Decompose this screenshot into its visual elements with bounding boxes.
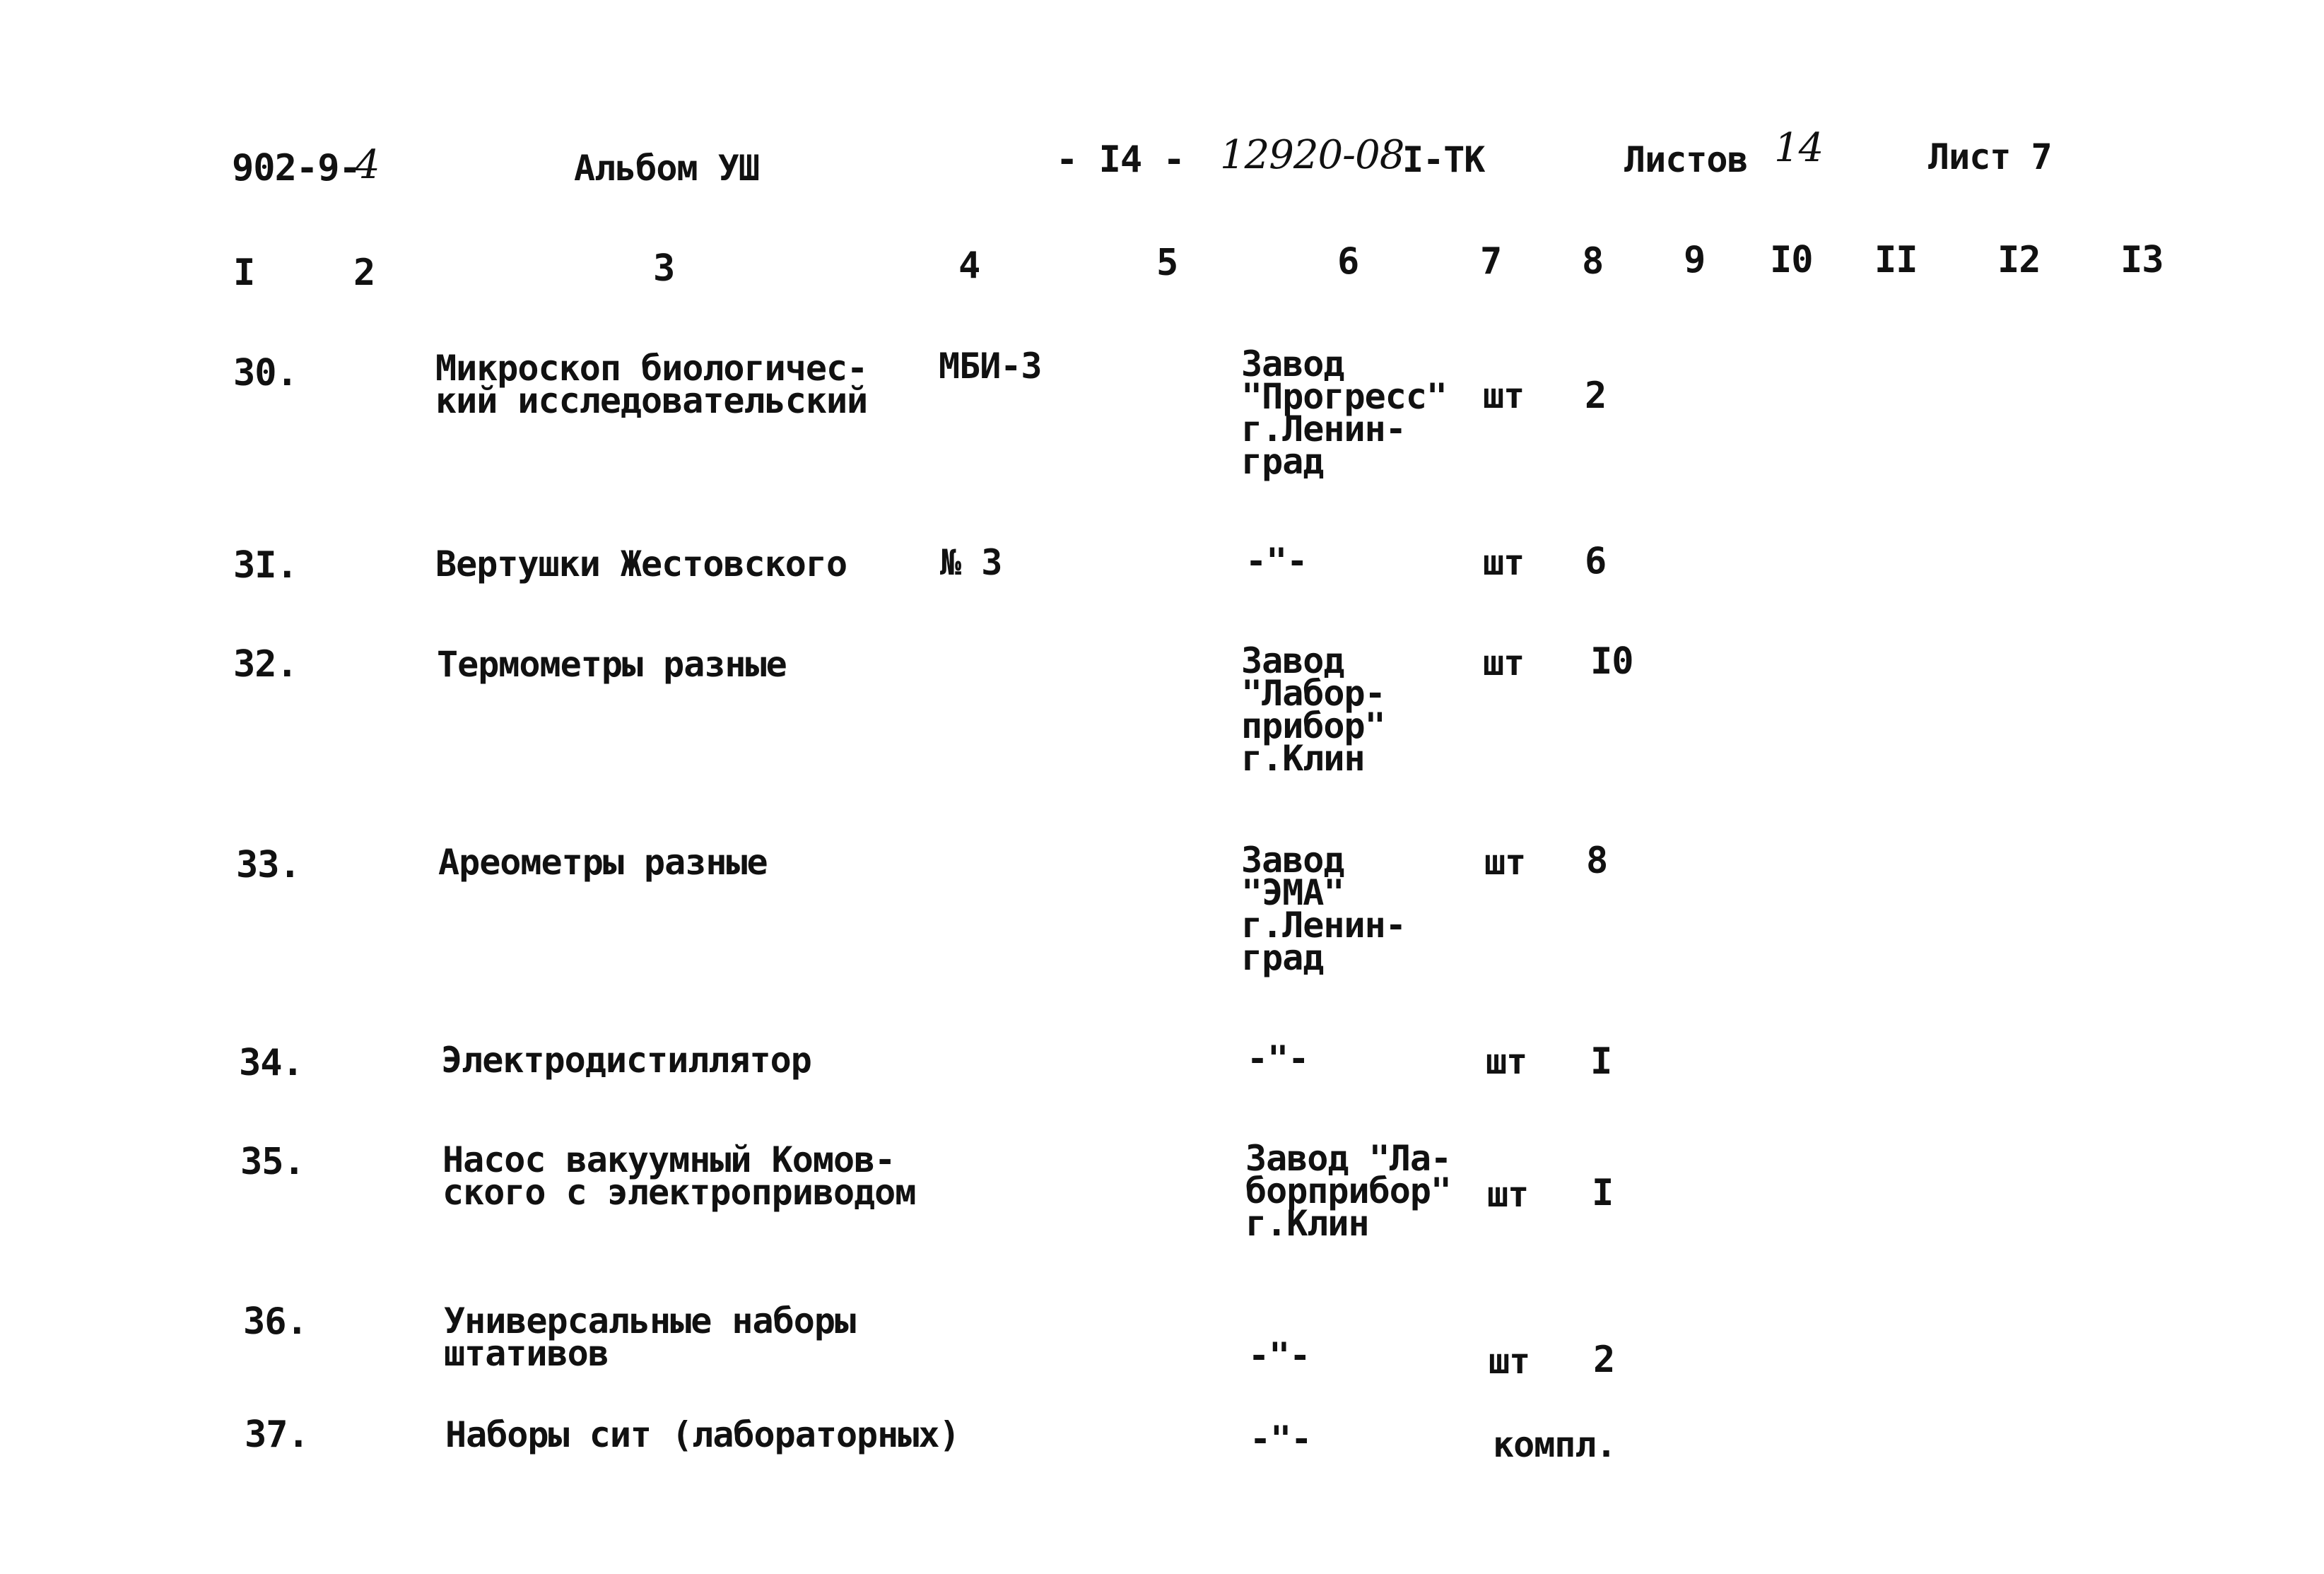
item-manufacturer: Завод "Прогресс" г.Ленин- град [1241,343,1448,482]
item-unit: шт [1483,375,1525,416]
row-number: 34. [239,1042,303,1084]
item-manufacturer: Завод "ЭМА" г.Ленин- град [1241,840,1406,978]
order-number-handwritten: 12920-08 [1220,132,1404,178]
item-name: Электродистиллятор [441,1040,811,1081]
item-quantity: I [1592,1172,1614,1214]
item-unit: шт [1486,1041,1527,1082]
item-unit: шт [1484,842,1526,883]
row-number: 33. [236,844,300,886]
item-type: МБИ-3 [939,346,1042,387]
column-number: 5 [1156,242,1178,284]
page-number: - I4 - [1056,139,1185,181]
item-name: Универсальные наборы штативов [444,1300,856,1374]
column-number: I3 [2120,239,2164,281]
item-quantity: 6 [1585,540,1607,582]
section-code: I-ТК [1402,139,1485,180]
doc-code-handwritten: 4 [355,142,380,188]
item-quantity: I0 [1590,640,1633,683]
item-manufacturer: -"- [1247,1038,1309,1079]
column-number: 9 [1684,239,1706,281]
item-name: Термометры разные [437,644,787,685]
item-quantity: 2 [1585,375,1607,417]
row-number: 36. [243,1300,307,1343]
item-manufacturer: -"- [1248,1335,1310,1376]
item-name: Ареометры разные [438,842,768,883]
row-number: 35. [240,1141,305,1183]
column-number: 3 [653,247,675,290]
item-name: Наборы сит (лабораторных) [445,1414,960,1455]
item-quantity: I [1590,1040,1612,1083]
item-unit: компл. [1493,1424,1616,1465]
album-title: Альбом УШ [574,148,759,189]
sheets-count-handwritten: 14 [1774,125,1824,171]
row-number: 37. [245,1414,309,1456]
item-name: Микроскоп биологичес- кий исследовательский [435,348,868,421]
item-unit: шт [1483,642,1525,683]
item-unit: шт [1487,1174,1529,1215]
column-number: 7 [1480,240,1502,283]
column-number: I2 [1997,239,2041,281]
item-manufacturer: -"- [1250,1419,1312,1460]
row-number: 32. [233,643,298,686]
sheet-number: Лист 7 [1928,136,2052,177]
column-number: II [1874,239,1918,281]
row-number: 30. [233,352,298,394]
item-unit: шт [1483,542,1525,583]
column-number: I [233,252,255,294]
column-number: 8 [1582,240,1604,283]
item-unit: шт [1489,1341,1530,1382]
item-quantity: 2 [1593,1339,1615,1381]
item-manufacturer: Завод "Лабор- прибор" г.Клин [1241,640,1385,779]
item-type: № 3 [940,542,1002,583]
item-manufacturer: -"- [1245,541,1308,582]
row-number: 3I. [233,544,298,587]
doc-code: 902-9- [232,147,360,189]
item-name: Насос вакуумный Комов- ского с электроприводом [442,1139,916,1213]
sheets-label: Листов [1624,139,1748,180]
item-manufacturer: Завод "Ла- борприбор" г.Клин [1245,1138,1452,1244]
column-number: 4 [958,245,980,287]
item-quantity: 8 [1586,840,1608,882]
column-number: 6 [1337,240,1359,283]
column-number: I0 [1770,239,1813,281]
item-name: Вертушки Жестовского [435,544,847,585]
column-number: 2 [353,252,375,294]
